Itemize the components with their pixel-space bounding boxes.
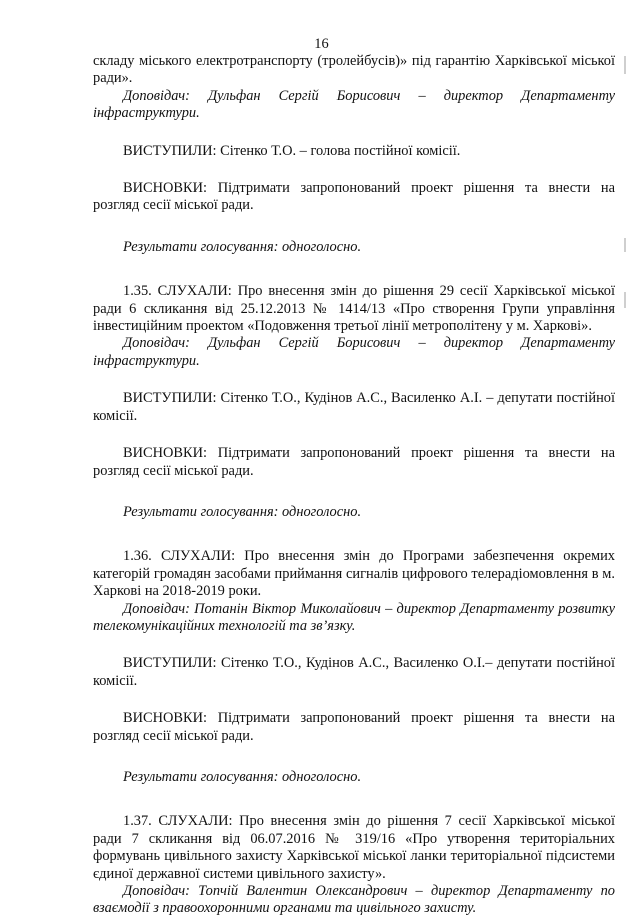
conclusion-line: ВИСНОВКИ: Підтримати запропонований проект рішення та внести на розгляд сесії міської ради. — [93, 710, 615, 744]
speakers-line: ВИСТУПИЛИ: Сітенко Т.О., Кудінов А.С., Василенко А.І. – депутати постійної комісії. — [93, 390, 615, 424]
scan-edge-mark — [624, 292, 626, 308]
scan-edge-mark — [624, 56, 626, 74]
vote-result: Результати голосування: одноголосно. — [123, 238, 362, 255]
page-number: 16 — [314, 36, 329, 52]
speakers-line: ВИСТУПИЛИ: Сітенко Т.О., Кудінов А.С., Василенко О.І.– депутати постійної комісії. — [93, 655, 615, 689]
vote-result: Результати голосування: одноголосно. — [123, 768, 362, 785]
agenda-item-1-35: 1.35. СЛУХАЛИ: Про внесення змін до рішення 29 сесії Харківської міської ради 6 скликання від 25.12.2013 № 1414/13 «Про створення Групи управління інвестиційним проектом «Подовження третьої лінії метрополітену у м. Харкові». — [93, 283, 615, 335]
speaker-line: Доповідач: Потанін Віктор Миколайович – директор Департаменту розвитку телекомунікаційних технологій та зв’язку. — [93, 600, 615, 634]
speaker-line: Доповідач: Дульфан Сергій Борисович – директор Департаменту інфраструктури. — [93, 87, 615, 122]
continued-paragraph: складу міського електротранспорту (тролейбусів)» під гарантію Харківської міської ради». — [93, 53, 615, 87]
vote-result: Результати голосування: одноголосно. — [123, 503, 362, 520]
document-body — [93, 53, 615, 918]
conclusion-line: ВИСНОВКИ: Підтримати запропонований проект рішення та внести на розгляд сесії міської ради. — [93, 180, 615, 214]
scan-edge-mark — [624, 238, 626, 252]
conclusion-line: ВИСНОВКИ: Підтримати запропонований проект рішення та внести на розгляд сесії міської ради. — [93, 445, 615, 479]
speaker-line: Доповідач: Топчій Валентин Олександрович – директор Департаменту по взаємодії з правоохоронними органами та цивільного захисту. — [93, 883, 615, 917]
agenda-item-1-37: 1.37. СЛУХАЛИ: Про внесення змін до рішення 7 сесії Харківської міської ради 7 скликання від 06.07.2016 № 319/16 «Про утворення територіальних формувань цивільного захисту Харківської міської ланки територіальної підсистеми єдиної державної системи цивільного захисту». — [93, 813, 615, 882]
agenda-item-1-36: 1.36. СЛУХАЛИ: Про внесення змін до Програми забезпечення окремих категорій громадян засобами приймання сигналів цифрового телерадіомовлення в м. Харкові на 2018-2019 роки. — [93, 548, 615, 600]
speakers-line: ВИСТУПИЛИ: Сітенко Т.О. – голова постійної комісії. — [123, 142, 461, 159]
speaker-line: Доповідач: Дульфан Сергій Борисович – директор Департаменту інфраструктури. — [93, 335, 615, 369]
